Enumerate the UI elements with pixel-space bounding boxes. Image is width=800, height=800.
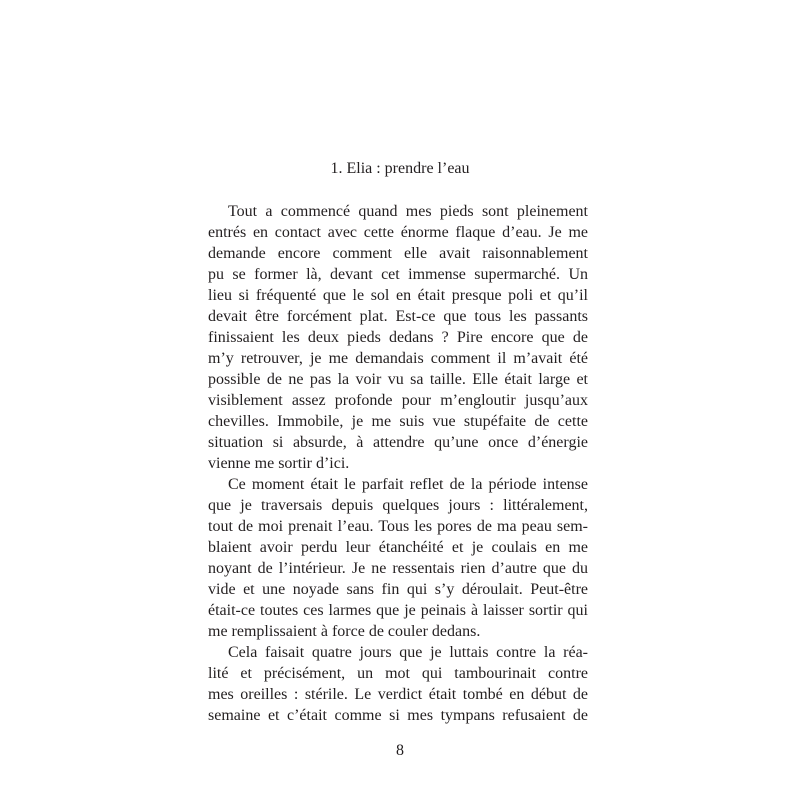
text-line: blaient avoir perdu leur étanchéité et je coulais en me [208,539,588,556]
text-line: que je traversais depuis quelques jours : littéralement, [208,497,588,514]
text-line: Ce moment était le parfait reflet de la période intense [228,476,588,493]
text-line: visiblement assez profonde pour m’engloutir jusqu’aux [208,392,588,409]
text-line: situation si absurde, à attendre qu’une once d’énergie [208,434,588,451]
paragraph-3 [208,642,588,726]
text-line: lité et précisément, un mot qui tambourinait contre [208,665,588,682]
text-line: m’y retrouver, je me demandais comment il m’avait été [208,350,588,367]
page-number: 8 [396,742,404,759]
text-line: chevilles. Immobile, je me suis vue stupéfaite de cette [208,413,588,430]
text-line: Cela faisait quatre jours que je luttais contre la réa- [228,644,588,661]
text-line: semaine et c’était comme si mes tympans refusaient de [208,707,588,724]
text-line: tout de moi prenait l’eau. Tous les pores de ma peau sem- [208,518,588,535]
text-line: entrés en contact avec cette énorme flaque d’eau. Je me [208,224,588,241]
text-line: finissaient les deux pieds dedans ? Pire encore que de [208,329,588,346]
paragraph-2 [208,474,588,642]
text-line: me remplissaient à force de couler dedans. [208,623,481,640]
text-line: lieu si fréquenté que le sol en était presque poli et qu’il [208,287,588,304]
text-line: mes oreilles : stérile. Le verdict était tombé en début de [208,686,588,703]
text-line: noyant de l’intérieur. Je ne ressentais rien d’autre que du [208,560,588,577]
body-text [208,201,588,726]
text-line: était-ce toutes ces larmes que je peinais à laisser sortir qui [208,602,588,619]
text-line: devait être forcément plat. Est-ce que tous les passants [208,308,588,325]
text-line: possible de ne pas la voir vu sa taille. Elle était large et [208,371,588,388]
text-line: pu se former là, devant cet immense supermarché. Un [208,266,588,283]
text-line: vide et une noyade sans fin qui s’y déroulait. Peut-être [208,581,588,598]
text-line: vienne me sortir d’ici. [208,455,350,472]
chapter-title: 1. Elia : prendre l’eau [330,160,470,177]
paragraph-1 [208,201,588,474]
text-line: demande encore comment elle avait raisonnablement [208,245,588,262]
text-line: Tout a commencé quand mes pieds sont pleinement [228,203,588,220]
